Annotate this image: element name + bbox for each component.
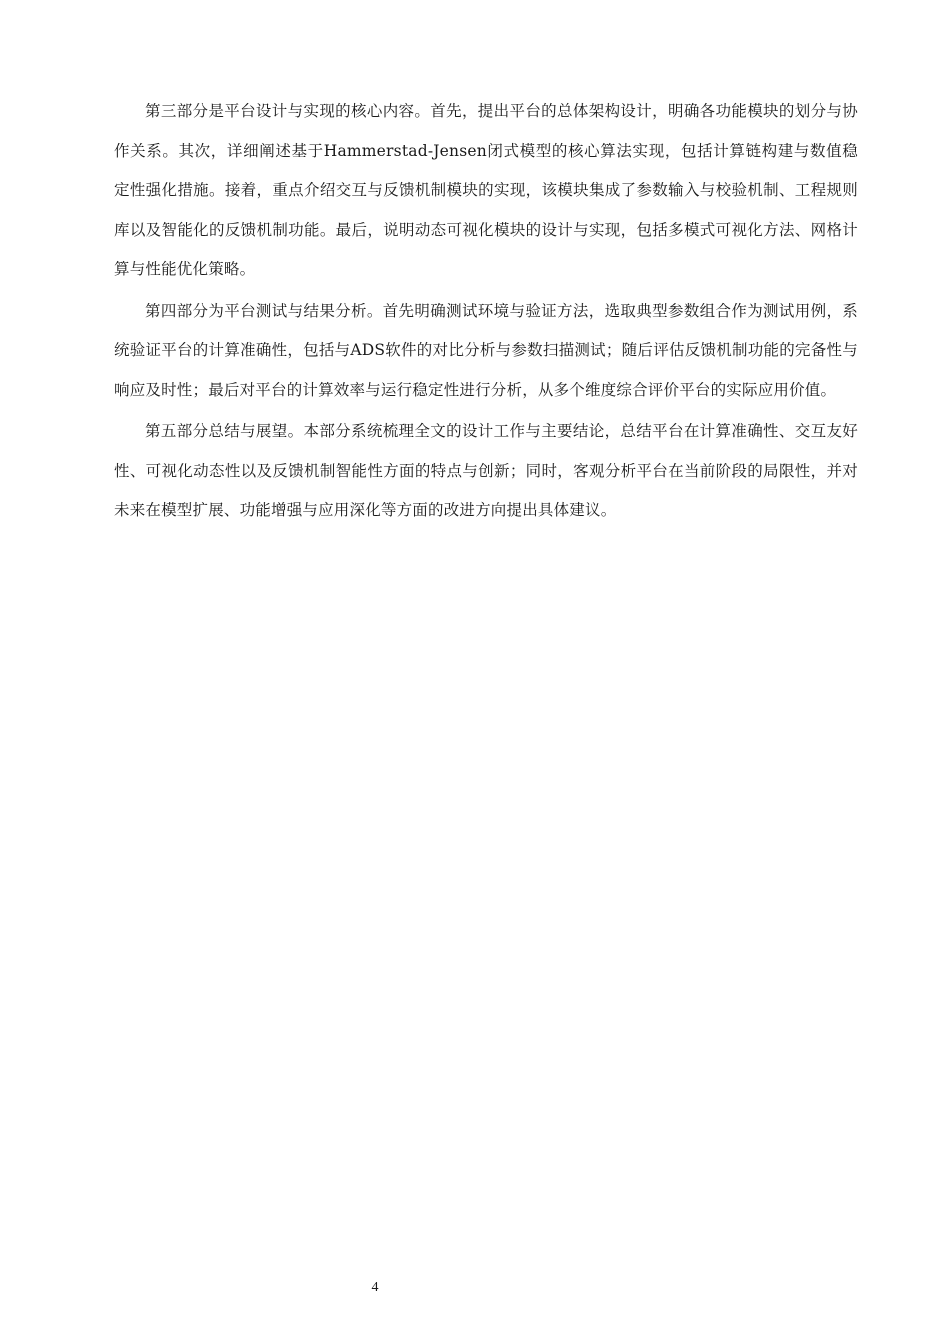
paragraph-part-four: 第四部分为平台测试与结果分析。首先明确测试环境与验证方法，选取典型参数组合作为测试用例，系统验证平台的计算准确性，包括与ADS软件的对比分析与参数扫描测试；随后评估反馈机制功能的完备性与响应及时性；最后对平台的计算效率与运行稳定性进行分析，从多个维度综合评价平台的实际应用价值。 (114, 301, 858, 399)
paragraph-part-three: 第三部分是平台设计与实现的核心内容。首先，提出平台的总体架构设计，明确各功能模块的划分与协作关系。其次，详细阐述基于Hammerstad-Jensen闭式模型的核心算法实现，包括计算链构建与数值稳定性强化措施。接着，重点介绍交互与反馈机制模块的实现，该模块集成了参数输入与校验机制、工程规则库以及智能化的反馈机制功能。最后，说明动态可视化模块的设计与实现，包括多模式可视化方法、网格计算与性能优化策略。 (114, 102, 858, 278)
page-number: 4 (371, 1280, 379, 1295)
document-body (114, 92, 858, 533)
paragraph-part-five: 第五部分总结与展望。本部分系统梳理全文的设计工作与主要结论，总结平台在计算准确性、交互友好性、可视化动态性以及反馈机制智能性方面的特点与创新；同时，客观分析平台在当前阶段的局限性，并对未来在模型扩展、功能增强与应用深化等方面的改进方向提出具体建议。 (114, 422, 858, 519)
